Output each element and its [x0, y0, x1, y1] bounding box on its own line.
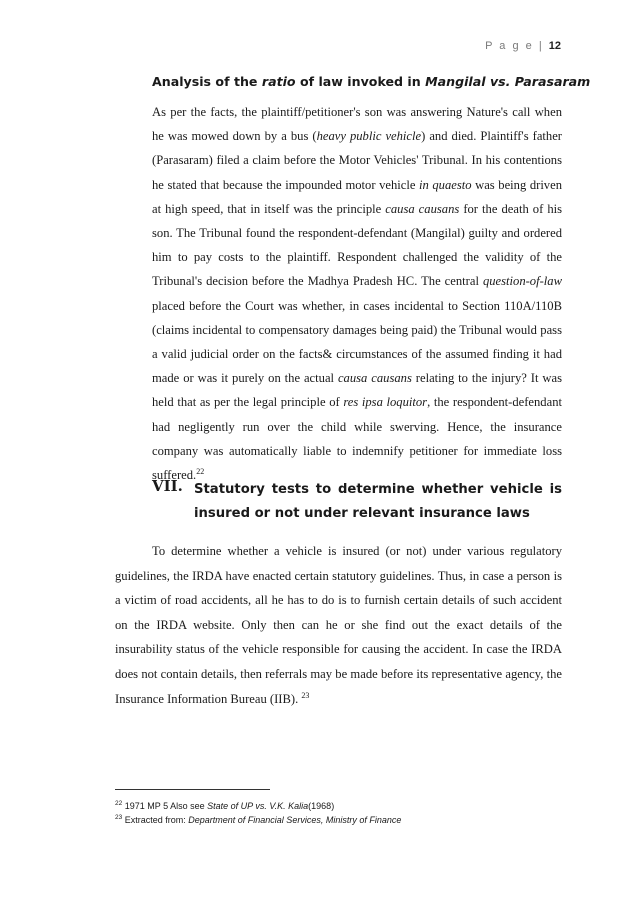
- page-separator: |: [538, 40, 544, 52]
- para1-s2: ) and died. Plaintiff's father (Parasaram) filed a claim before the Motor Vehicles' Tribunal. In his contentions he stated that because the impounded motor vehicle: [152, 129, 562, 192]
- para2-text: To determine whether a vehicle is insured (or not) under various regulatory guidelines, the IRDA have enacted certain statutory guidelines. Thus, in case a person is a victim of road accidents, all he has to do is to furnish certain details of such accident on the IRDA website. Only then can he or she find out the exact details of the insurability status of the vehicle responsible for causing the accident. In case the IRDA does not contain details, then referrals may be made before its representative agency, the Insurance Information Bureau (IIB).: [115, 544, 562, 706]
- para1-s1: As per the facts, the plaintiff/petitioner's son was answering Nature's call when he was mowed down by a bus (: [152, 105, 562, 144]
- footnote-ref-23[interactable]: 23: [301, 690, 310, 700]
- para1-s3: was being driven at high speed, that in itself was the principle: [152, 177, 562, 216]
- footnote-22-num: 22: [115, 800, 123, 807]
- page-header: [485, 40, 561, 52]
- analysis-heading-part1: Analysis of the: [152, 74, 262, 89]
- para1-i2: in quaesto: [419, 177, 472, 192]
- footnote-22: [115, 800, 334, 811]
- footnote-ref-22[interactable]: 22: [196, 466, 205, 476]
- para1-i4: question-of-law: [482, 274, 562, 289]
- footnote-22-case: State of UP vs. V.K. Kalia: [207, 801, 309, 811]
- para1-s7: , the respondent-defendant had negligently run over the child while swerving. Hence, the insurance company was automatically liable to indemnify petitioner for immediate loss suffered.: [152, 395, 562, 483]
- footnote-divider: [115, 789, 270, 790]
- footnote-23-num: 23: [115, 814, 123, 821]
- analysis-heading-part2: of law invoked in: [295, 74, 426, 89]
- analysis-heading-ratio: ratio: [261, 74, 296, 89]
- para1-i1: heavy public vehicle: [316, 129, 422, 144]
- footnote-23-source: Department of Financial Services, Ministry of Finance: [188, 815, 402, 825]
- analysis-heading: [152, 74, 590, 89]
- analysis-heading-case: Mangilal vs. Parasaram: [425, 74, 591, 89]
- section-vii-title: Statutory tests to determine whether vehicle is insured or not under relevant insurance laws: [194, 482, 562, 521]
- para1-i5: causa causans: [337, 371, 412, 386]
- para1-i3: causa causans: [385, 201, 460, 216]
- footnote-23: [115, 814, 401, 825]
- para1-s4: for the death of his son. The Tribunal found the respondent-defendant (Mangilal) guilty and ordered him to pay costs to the plaintiff. Respondent challenged the validity of the Tribunal's decision before the Madhya Pradesh HC. The central: [152, 201, 563, 289]
- para1-s6: relating to the injury? It was held that as per the legal principle of: [152, 371, 563, 410]
- para1-i6: res ipsa loquitor: [343, 395, 428, 410]
- para1-s5: placed before the Court was whether, in cases incidental to Section 110A/110B (claims incidental to compensatory damages being paid) the Tribunal would pass a valid judicial order on the facts& circumstances of the assumed finding it had made or was it purely on the actual: [152, 298, 562, 386]
- page-label: P a g e: [485, 40, 534, 52]
- page-number: 12: [548, 40, 561, 52]
- analysis-paragraph: [152, 100, 562, 487]
- footnote-23-text: Extracted from:: [122, 815, 189, 825]
- footnote-22-text: 1971 MP 5 Also see: [122, 801, 208, 811]
- section-vii-numeral: VII.: [152, 477, 183, 495]
- footnote-22-tail: (1968): [308, 801, 335, 811]
- statutory-paragraph: [115, 539, 562, 711]
